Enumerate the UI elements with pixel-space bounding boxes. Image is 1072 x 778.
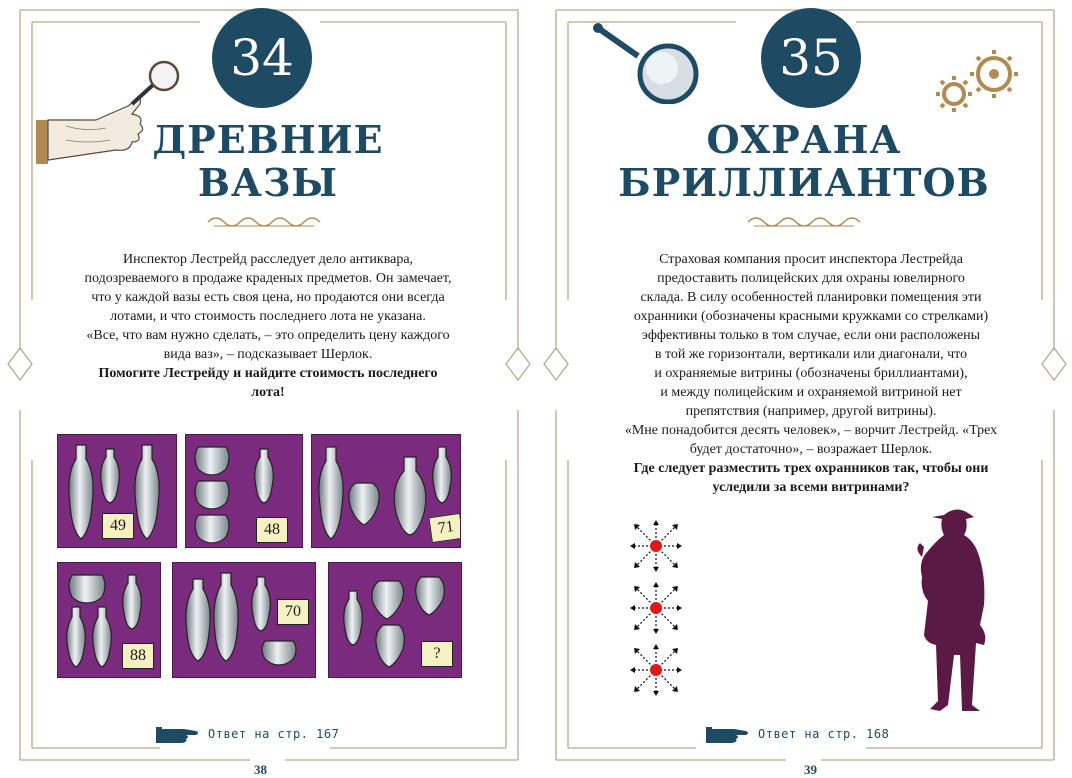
intro-text [576, 250, 1046, 497]
intro-line: «Все, что вам нужно сделать, – это определить цену каждого [86, 328, 450, 343]
vase-lot-5 [172, 562, 316, 678]
lot-price-tag: 71 [428, 513, 461, 543]
task-line: уследили за всеми витринами? [712, 480, 910, 495]
intro-line: Инспектор Лестрейд расследует дело антиквара, [122, 252, 414, 267]
page-number: 39 [804, 762, 817, 777]
answer-text: Ответ на стр. 168 [758, 727, 890, 741]
title-line-1: ДРЕВНИЕ [152, 117, 384, 162]
vase-lot-4 [57, 562, 161, 678]
vase-lot-6 [328, 562, 462, 678]
intro-line: что у каждой вазы есть своя цена, но продаются они всегда [91, 290, 445, 305]
guard-icon [630, 520, 682, 572]
intro-line: «Мне понадобится десять человек», – ворчит Лестрейд. «Трех [624, 423, 998, 438]
guard-icon [630, 582, 682, 634]
gears-icon [936, 50, 1024, 114]
title-flourish [746, 214, 862, 230]
guard-legend [628, 518, 684, 702]
task-line: Где следует разместить трех охранников так, чтобы они [633, 461, 989, 476]
pointing-hand-icon [156, 723, 200, 745]
answer-reference[interactable] [706, 722, 889, 746]
page-number: 38 [254, 762, 267, 777]
lot-price-tag: 48 [256, 517, 288, 543]
puzzle-number: 35 [779, 29, 843, 87]
intro-line: предоставить полицейских для охраны ювелирного [657, 271, 965, 286]
task-line: лота! [251, 385, 285, 400]
title-line-2: БРИЛЛИАНТОВ [618, 160, 990, 205]
detective-silhouette [914, 505, 996, 715]
vase-lot-3 [311, 434, 461, 548]
title-flourish [206, 214, 322, 230]
pointing-hand-icon [706, 723, 750, 745]
intro-line: лотами, и что стоимость последнего лота не указана. [110, 309, 426, 324]
answer-text: Ответ на стр. 167 [208, 727, 340, 741]
title-line-1: ОХРАНА [706, 117, 902, 162]
intro-line: в той же горизонтали, вертикали или диагонали, что [654, 347, 968, 362]
puzzle-number: 34 [230, 29, 294, 87]
intro-line: Страховая компания просит инспектора Лестрейда [659, 252, 963, 267]
intro-line: и охраняемые витрины (обозначены бриллиантами), [654, 366, 968, 381]
intro-line: и между полицейским и охраняемой витриной нет [660, 385, 962, 400]
vase-lot-2 [185, 434, 303, 548]
intro-line: эффективны только в том случае, если они расположены [641, 328, 981, 343]
lot-price-tag: ? [421, 641, 453, 667]
magnifier-icon [592, 20, 704, 104]
intro-line: вида ваз», – подсказывает Шерлок. [163, 347, 373, 362]
intro-line: препятствия (например, другой витрины). [685, 404, 937, 419]
title-line-2: ВАЗЫ [197, 160, 339, 205]
intro-line: подозреваемого в продаже краденых предметов. Он замечает, [84, 271, 452, 286]
puzzle-number-badge [761, 8, 861, 108]
lot-price-tag: 70 [277, 599, 309, 625]
lot-price-tag: 88 [122, 643, 154, 669]
puzzle-number-badge [212, 8, 312, 108]
intro-line: склада. В силу особенностей планировки помещения эти [640, 290, 982, 305]
answer-reference[interactable] [156, 722, 339, 746]
lot-price-tag: 49 [102, 513, 134, 539]
intro-line: охранники (обозначены красными кружками со стрелками) [633, 309, 989, 324]
intro-line: будет достаточно», – возражает Шерлок. [689, 442, 933, 457]
task-line: Помогите Лестрейду и найдите стоимость последнего [98, 366, 438, 381]
intro-text [50, 250, 486, 402]
right-page [536, 0, 1072, 778]
vase-lot-1 [57, 434, 177, 548]
guard-icon [630, 644, 682, 696]
